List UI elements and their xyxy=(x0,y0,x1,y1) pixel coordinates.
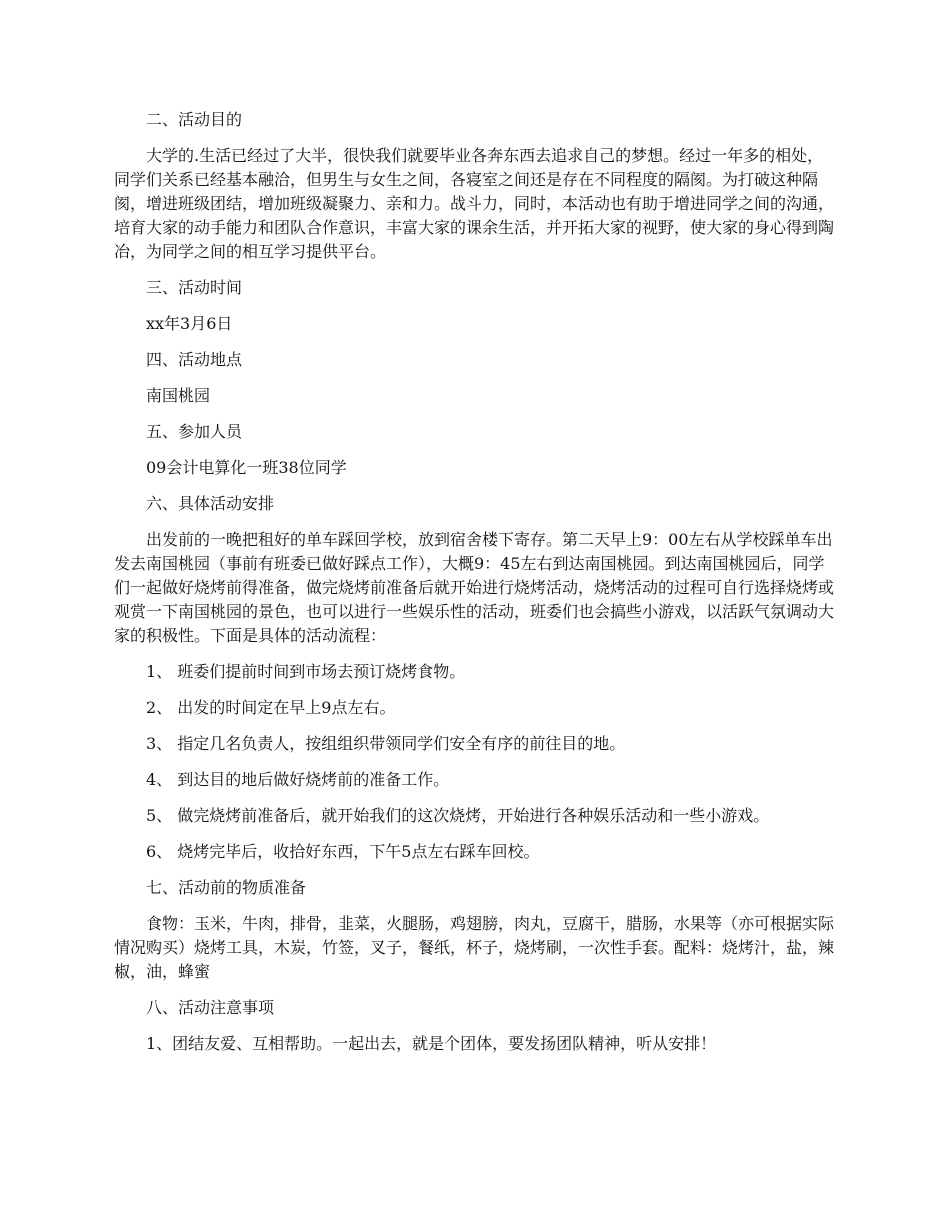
paragraph-time: xx年3月6日 xyxy=(146,314,233,333)
list-item: 3、 指定几名负责人，按组组织带领同学们安全有序的前往目的地。 xyxy=(146,734,626,753)
section-heading-materials: 七、活动前的物质准备 xyxy=(146,878,307,897)
list-item: 2、 出发的时间定在早上9点左右。 xyxy=(146,698,396,717)
section-heading-schedule: 六、具体活动安排 xyxy=(146,494,275,513)
list-item: 6、 烧烤完毕后，收拾好东西，下午5点左右踩车回校。 xyxy=(146,842,540,861)
paragraph-location: 南国桃园 xyxy=(146,386,211,405)
section-heading-notes: 八、活动注意事项 xyxy=(146,998,275,1017)
list-item: 5、 做完烧烤前准备后，就开始我们的这次烧烤，开始进行各种娱乐活动和一些小游戏。 xyxy=(146,806,770,825)
section-heading-participants: 五、参加人员 xyxy=(146,422,243,441)
list-item: 1、团结友爱、互相帮助。一起出去，就是个团体，要发扬团队精神，听从安排！ xyxy=(146,1034,717,1053)
paragraph-purpose: 大学的.生活已经过了大半，很快我们就要毕业各奔东西去追求自己的梦想。经过一年多的相处，同学们关系已经基本融洽，但男生与女生之间，各寝室之间还是存在不同程度的隔阂。为打破这种隔阂，增进班级团结，增加班级凝聚力、亲和力。战斗力，同时，本活动也有助于增进同学之间的沟通，培育大家的动手能力和团队合作意识，丰富大家的课余生活，并开拓大家的视野，使大家的身心得到陶冶，为同学之间的相互学习提供平台。 xyxy=(114,146,835,261)
paragraph-schedule: 出发前的一晚把租好的单车踩回学校，放到宿舍楼下寄存。第二天早上9：00左右从学校踩单车出发去南国桃园（事前有班委已做好踩点工作），大概9：45左右到达南国桃园。到达南国桃园后，同学们一起做好烧烤前得准备，做完烧烤前准备后就开始进行烧烤活动，烧烤活动的过程可自行选择烧烤或观赏一下南国桃园的景色，也可以进行一些娱乐性的活动，班委们也会搞些小游戏，以活跃气氛调动大家的积极性。下面是具体的活动流程： xyxy=(114,530,835,645)
section-heading-purpose: 二、活动目的 xyxy=(146,110,243,129)
list-item: 1、 班委们提前时间到市场去预订烧烤食物。 xyxy=(146,662,466,681)
paragraph-materials: 食物：玉米，牛肉，排骨，韭菜，火腿肠，鸡翅膀，肉丸，豆腐干，腊肠，水果等（亦可根据实际情况购买）烧烤工具，木炭，竹签，叉子，餐纸，杯子，烧烤刷，一次性手套。配料：烧烤汁，盐，辣椒，油，蜂蜜 xyxy=(114,914,835,981)
list-item: 4、 到达目的地后做好烧烤前的准备工作。 xyxy=(146,770,450,789)
document-body xyxy=(114,108,838,1068)
section-heading-time: 三、活动时间 xyxy=(146,278,243,297)
section-heading-location: 四、活动地点 xyxy=(146,350,243,369)
paragraph-participants: 09会计电算化一班38位同学 xyxy=(146,458,347,477)
